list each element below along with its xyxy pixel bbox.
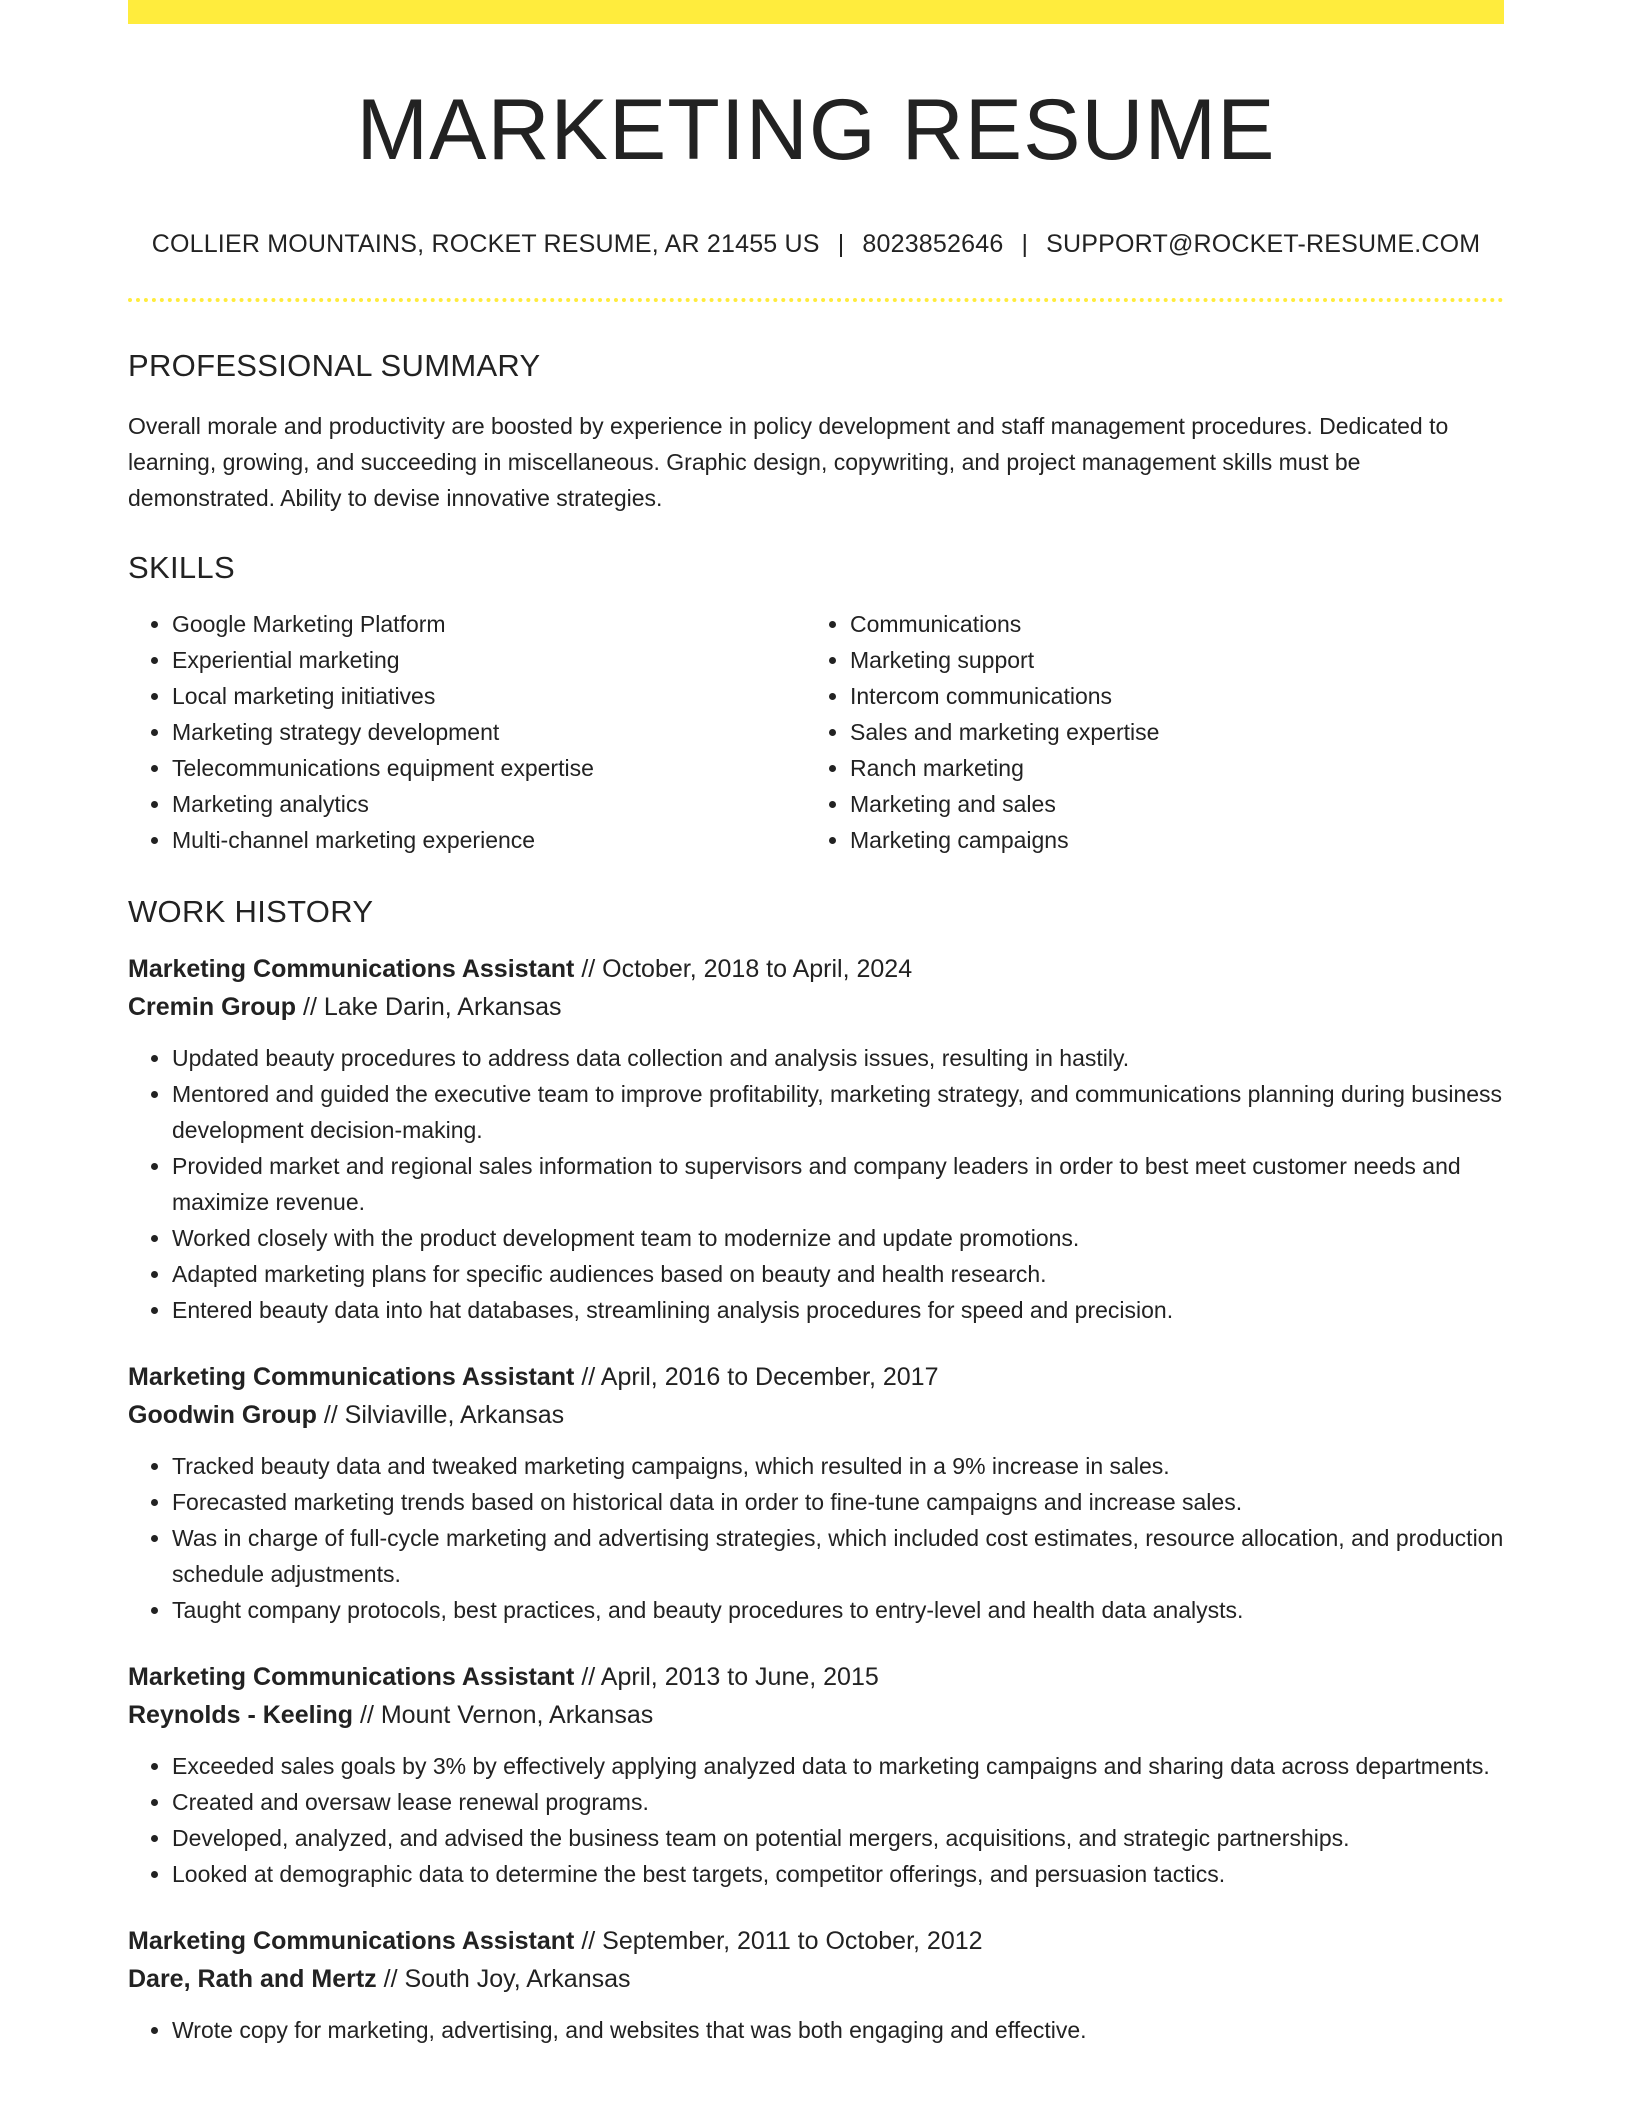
job-company: Reynolds - Keeling [128, 1701, 354, 1729]
skills-column-right [806, 606, 1484, 858]
job-title-line [128, 1658, 1504, 1696]
skill-item: • Marketing analytics [172, 786, 806, 822]
skill-item: • Intercom communications [850, 678, 1484, 714]
top-accent-bar [128, 0, 1504, 24]
job-title: Marketing Communications Assistant [128, 1927, 575, 1955]
job-dates: // April, 2013 to June, 2015 [581, 1663, 879, 1691]
skill-item: • Marketing support [850, 642, 1484, 678]
job-title: Marketing Communications Assistant [128, 955, 575, 983]
job-title-line [128, 1358, 1504, 1396]
job-bullet: • Mentored and guided the executive team to improve profitability, marketing strategy, and communications planning during business development decision-making. [172, 1076, 1504, 1148]
job-bullets [128, 1748, 1504, 1892]
job-company-line [128, 1960, 1504, 1998]
job-bullet: • Adapted marketing plans for specific audiences based on beauty and health research. [172, 1256, 1504, 1292]
dotted-divider [128, 298, 1504, 302]
job-dates: // September, 2011 to October, 2012 [581, 1927, 983, 1955]
summary-heading: PROFESSIONAL SUMMARY [128, 348, 541, 383]
job-bullet: • Exceeded sales goals by 3% by effectively applying analyzed data to marketing campaigns and sharing data across departments. [172, 1748, 1504, 1784]
job-title: Marketing Communications Assistant [128, 1663, 575, 1691]
skill-item: • Google Marketing Platform [172, 606, 806, 642]
job-company: Goodwin Group [128, 1401, 317, 1429]
job-bullet: • Looked at demographic data to determine the best targets, competitor offerings, and persuasion tactics. [172, 1856, 1504, 1892]
job-title-line [128, 1922, 1504, 1960]
skill-item: • Experiential marketing [172, 642, 806, 678]
job-company: Cremin Group [128, 993, 297, 1021]
job-bullet: • Was in charge of full-cycle marketing and advertising strategies, which included cost estimates, resource allocation, and production schedule adjustments. [172, 1520, 1504, 1592]
job-bullet: • Tracked beauty data and tweaked marketing campaigns, which resulted in a 9% increase in sales. [172, 1448, 1504, 1484]
job-bullet: • Forecasted marketing trends based on historical data in order to fine-tune campaigns and increase sales. [172, 1484, 1504, 1520]
skill-item: • Marketing strategy development [172, 714, 806, 750]
skill-item: • Multi-channel marketing experience [172, 822, 806, 858]
resume-name: MARKETING RESUME [356, 82, 1276, 178]
job-location: // South Joy, Arkansas [383, 1965, 631, 1993]
job-location: // Mount Vernon, Arkansas [360, 1701, 654, 1729]
job-bullet: • Provided market and regional sales information to supervisors and company leaders in order to best meet customer needs and maximize revenue. [172, 1148, 1504, 1220]
skills-column-left [128, 606, 806, 858]
resume-page [128, 0, 1504, 2048]
job-bullet: • Wrote copy for marketing, advertising, and websites that was both engaging and effective. [172, 2012, 1504, 2048]
job-bullet: • Updated beauty procedures to address data collection and analysis issues, resulting in hastily. [172, 1040, 1504, 1076]
contact-line [128, 228, 1504, 260]
job-bullet: • Worked closely with the product development team to modernize and update promotions. [172, 1220, 1504, 1256]
job-bullet: • Created and oversaw lease renewal programs. [172, 1784, 1504, 1820]
job-bullet: • Developed, analyzed, and advised the business team on potential mergers, acquisitions, and strategic partnerships. [172, 1820, 1504, 1856]
job-entry [128, 1358, 1504, 1628]
job-entry [128, 1922, 1504, 2048]
skills-heading: SKILLS [128, 550, 235, 585]
contact-email: SUPPORT@ROCKET-RESUME.COM [1046, 230, 1481, 258]
work-history-heading: WORK HISTORY [128, 894, 374, 929]
job-company-line [128, 1696, 1504, 1734]
job-bullet: • Entered beauty data into hat databases, streamlining analysis procedures for speed and precision. [172, 1292, 1504, 1328]
job-company-line [128, 1396, 1504, 1434]
job-bullet: • Taught company protocols, best practices, and beauty procedures to entry-level and health data analysts. [172, 1592, 1504, 1628]
job-title-line [128, 950, 1504, 988]
contact-phone: 8023852646 [862, 230, 1004, 258]
skill-item: • Telecommunications equipment expertise [172, 750, 806, 786]
job-location: // Lake Darin, Arkansas [303, 993, 562, 1021]
skill-item: • Sales and marketing expertise [850, 714, 1484, 750]
job-title: Marketing Communications Assistant [128, 1363, 575, 1391]
summary-text: Overall morale and productivity are boosted by experience in policy development and staff management procedures. Dedicated to learning, growing, and succeeding in miscellaneous. Graphic design, copywriting, and project management skills must be demonstrated. Ability to devise innovative strategies. [128, 413, 1449, 511]
contact-separator: | [837, 230, 845, 258]
skill-item: • Ranch marketing [850, 750, 1484, 786]
job-dates: // April, 2016 to December, 2017 [581, 1363, 939, 1391]
skills-list [128, 606, 1504, 858]
job-entry [128, 950, 1504, 1328]
contact-separator: | [1021, 230, 1029, 258]
skill-item: • Communications [850, 606, 1484, 642]
skill-item: • Marketing campaigns [850, 822, 1484, 858]
job-bullets [128, 2012, 1504, 2048]
job-dates: // October, 2018 to April, 2024 [581, 955, 913, 983]
job-bullets [128, 1448, 1504, 1628]
job-company: Dare, Rath and Mertz [128, 1965, 377, 1993]
skill-item: • Local marketing initiatives [172, 678, 806, 714]
skill-item: • Marketing and sales [850, 786, 1484, 822]
job-bullets [128, 1040, 1504, 1328]
job-company-line [128, 988, 1504, 1026]
job-location: // Silviaville, Arkansas [323, 1401, 565, 1429]
job-entry [128, 1658, 1504, 1892]
contact-address: COLLIER MOUNTAINS, ROCKET RESUME, AR 21455 US [151, 230, 820, 258]
